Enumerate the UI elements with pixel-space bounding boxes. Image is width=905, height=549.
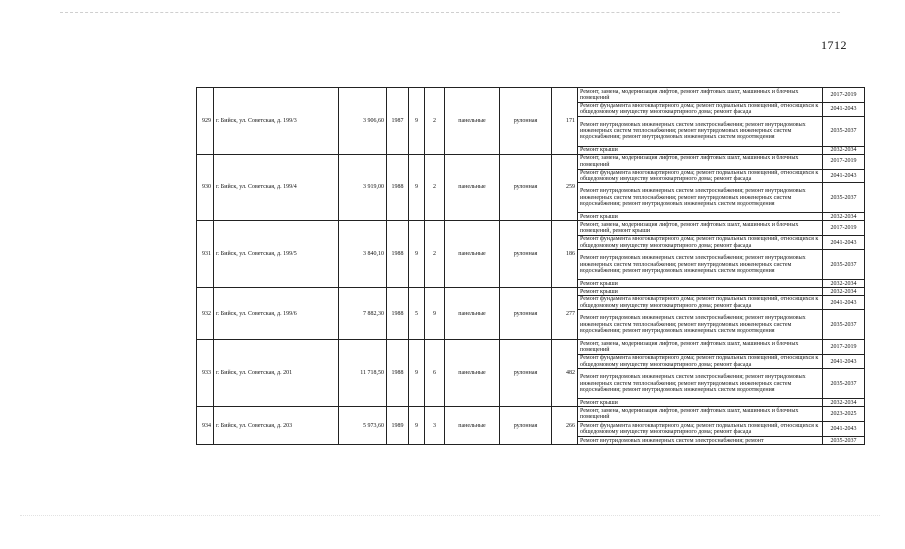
work-type-cell: Ремонт крыши <box>578 280 823 288</box>
row-number: 929 <box>197 88 214 155</box>
period-cell: 2032-2034 <box>823 288 865 296</box>
floors-cell: 9 <box>409 221 425 288</box>
area-cell: 3 840,10 <box>339 221 387 288</box>
roof-cell: рулонная <box>500 288 552 340</box>
row-number: 934 <box>197 407 214 445</box>
period-cell: 2041-2043 <box>823 236 865 250</box>
work-type-cell: Ремонт внутридомовых инженерных систем электроснабжения; ремонт внутридомовых инженерных систем теплоснабжения; ремонт внутридомовых инженерных систем водоснабжения; ремонт внутридомовых инженерных систем водоотведения <box>578 250 823 280</box>
floors-cell: 9 <box>409 154 425 221</box>
walls-cell: панельные <box>445 221 500 288</box>
residents-cell: 266 <box>552 407 578 445</box>
work-type-cell: Ремонт, замена, модернизация лифтов, ремонт лифтовых шахт, машинных и блочных помещений <box>578 340 823 355</box>
residents-cell: 259 <box>552 154 578 221</box>
period-cell: 2035-2037 <box>823 183 865 213</box>
walls-cell: панельные <box>445 288 500 340</box>
row-number: 931 <box>197 221 214 288</box>
area-cell: 11 718,50 <box>339 340 387 407</box>
row-number: 930 <box>197 154 214 221</box>
scan-artifact-line-bottom <box>20 515 880 516</box>
entrances-cell: 2 <box>425 154 445 221</box>
walls-cell: панельные <box>445 407 500 445</box>
work-type-cell: Ремонт фундамента многоквартирного дома; ремонт подвальных помещений, относящихся к общедомовому имуществу многоквартирного дома; ремонт фасада <box>578 103 823 117</box>
period-cell: 2017-2019 <box>823 340 865 355</box>
entrances-cell: 2 <box>425 88 445 155</box>
area-cell: 7 882,30 <box>339 288 387 340</box>
work-type-cell: Ремонт внутридомовых инженерных систем электроснабжения; ремонт внутридомовых инженерных систем теплоснабжения; ремонт внутридомовых инженерных систем водоснабжения; ремонт внутридомовых инженерных систем водоотведения <box>578 310 823 340</box>
year-cell: 1989 <box>387 407 409 445</box>
area-cell: 3 919,00 <box>339 154 387 221</box>
year-cell: 1988 <box>387 154 409 221</box>
roof-cell: рулонная <box>500 154 552 221</box>
address-cell: г. Бийск, ул. Советская, д. 199/3 <box>214 88 339 155</box>
work-type-cell: Ремонт, замена, модернизация лифтов, ремонт лифтовых шахт, машинных и блочных помещений, ремонт крыши <box>578 221 823 236</box>
work-type-cell: Ремонт фундамента многоквартирного дома; ремонт подвальных помещений, относящихся к общедомовому имуществу многоквартирного дома; ремонт фасада <box>578 169 823 183</box>
period-cell: 2017-2019 <box>823 88 865 103</box>
period-cell: 2035-2037 <box>823 250 865 280</box>
period-cell: 2041-2043 <box>823 296 865 310</box>
floors-cell: 9 <box>409 88 425 155</box>
period-cell: 2032-2034 <box>823 280 865 288</box>
address-cell: г. Бийск, ул. Советская, д. 201 <box>214 340 339 407</box>
period-cell: 2017-2019 <box>823 154 865 169</box>
floors-cell: 5 <box>409 288 425 340</box>
page-number: 1712 <box>821 38 847 52</box>
address-cell: г. Бийск, ул. Советская, д. 199/6 <box>214 288 339 340</box>
table-row <box>197 88 865 103</box>
work-type-cell: Ремонт внутридомовых инженерных систем электроснабжения; ремонт внутридомовых инженерных систем теплоснабжения; ремонт внутридомовых инженерных систем водоснабжения; ремонт внутридомовых инженерных систем водоотведения <box>578 116 823 146</box>
work-type-cell: Ремонт, замена, модернизация лифтов, ремонт лифтовых шахт, машинных и блочных помещений <box>578 154 823 169</box>
roof-cell: рулонная <box>500 88 552 155</box>
floors-cell: 9 <box>409 407 425 445</box>
table-row <box>197 288 865 296</box>
work-type-cell: Ремонт крыши <box>578 146 823 154</box>
address-cell: г. Бийск, ул. Советская, д. 199/4 <box>214 154 339 221</box>
work-type-cell: Ремонт крыши <box>578 288 823 296</box>
walls-cell: панельные <box>445 154 500 221</box>
year-cell: 1988 <box>387 340 409 407</box>
table-body <box>197 88 865 445</box>
work-type-cell: Ремонт фундамента многоквартирного дома; ремонт подвальных помещений, относящихся к общедомовому имуществу многоквартирного дома; ремонт фасада <box>578 236 823 250</box>
year-cell: 1987 <box>387 88 409 155</box>
period-cell: 2032-2034 <box>823 146 865 154</box>
address-cell: г. Бийск, ул. Советская, д. 203 <box>214 407 339 445</box>
period-cell: 2032-2034 <box>823 399 865 407</box>
period-cell: 2035-2037 <box>823 437 865 445</box>
table-row <box>197 407 865 422</box>
area-cell: 3 906,60 <box>339 88 387 155</box>
work-type-cell: Ремонт, замена, модернизация лифтов, ремонт лифтовых шахт, машинных и блочных помещений <box>578 407 823 422</box>
period-cell: 2017-2019 <box>823 221 865 236</box>
period-cell: 2023-2025 <box>823 407 865 422</box>
entrances-cell: 9 <box>425 288 445 340</box>
work-type-cell: Ремонт крыши <box>578 399 823 407</box>
period-cell: 2035-2037 <box>823 369 865 399</box>
year-cell: 1988 <box>387 221 409 288</box>
roof-cell: рулонная <box>500 340 552 407</box>
table-row <box>197 340 865 355</box>
residents-cell: 482 <box>552 340 578 407</box>
work-type-cell: Ремонт, замена, модернизация лифтов, ремонт лифтовых шахт, машинных и блочных помещений <box>578 88 823 103</box>
walls-cell: панельные <box>445 88 500 155</box>
table-row <box>197 154 865 169</box>
period-cell: 2041-2043 <box>823 169 865 183</box>
entrances-cell: 3 <box>425 407 445 445</box>
scan-artifact-line <box>60 12 840 13</box>
row-number: 932 <box>197 288 214 340</box>
work-type-cell: Ремонт фундамента многоквартирного дома; ремонт подвальных помещений, относящихся к общедомовому имуществу многоквартирного дома; ремонт фасада <box>578 422 823 437</box>
work-type-cell: Ремонт внутридомовых инженерных систем электроснабжения; ремонт внутридомовых инженерных систем теплоснабжения; ремонт внутридомовых инженерных систем водоснабжения; ремонт внутридомовых инженерных систем водоотведения <box>578 369 823 399</box>
area-cell: 5 973,60 <box>339 407 387 445</box>
residents-cell: 171 <box>552 88 578 155</box>
roof-cell: рулонная <box>500 221 552 288</box>
address-cell: г. Бийск, ул. Советская, д. 199/5 <box>214 221 339 288</box>
residents-cell: 277 <box>552 288 578 340</box>
period-cell: 2035-2037 <box>823 116 865 146</box>
period-cell: 2041-2043 <box>823 103 865 117</box>
capital-repair-table <box>196 87 865 445</box>
work-type-cell: Ремонт фундамента многоквартирного дома; ремонт подвальных помещений, относящихся к общедомовому имуществу многоквартирного дома; ремонт фасада <box>578 355 823 369</box>
walls-cell: панельные <box>445 340 500 407</box>
year-cell: 1988 <box>387 288 409 340</box>
entrances-cell: 2 <box>425 221 445 288</box>
residents-cell: 186 <box>552 221 578 288</box>
row-number: 933 <box>197 340 214 407</box>
period-cell: 2041-2043 <box>823 355 865 369</box>
work-type-cell: Ремонт внутридомовых инженерных систем электроснабжения; ремонт внутридомовых инженерных систем теплоснабжения; ремонт внутридомовых инженерных систем водоснабжения; ремонт внутридомовых инженерных систем водоотведения <box>578 183 823 213</box>
work-type-cell: Ремонт фундамента многоквартирного дома; ремонт подвальных помещений, относящихся к общедомовому имуществу многоквартирного дома; ремонт фасада <box>578 296 823 310</box>
roof-cell: рулонная <box>500 407 552 445</box>
table-row <box>197 221 865 236</box>
period-cell: 2032-2034 <box>823 213 865 221</box>
period-cell: 2041-2043 <box>823 422 865 437</box>
entrances-cell: 6 <box>425 340 445 407</box>
period-cell: 2035-2037 <box>823 310 865 340</box>
work-type-cell: Ремонт крыши <box>578 213 823 221</box>
work-type-cell: Ремонт внутридомовых инженерных систем электроснабжения; ремонт <box>578 437 823 445</box>
floors-cell: 9 <box>409 340 425 407</box>
